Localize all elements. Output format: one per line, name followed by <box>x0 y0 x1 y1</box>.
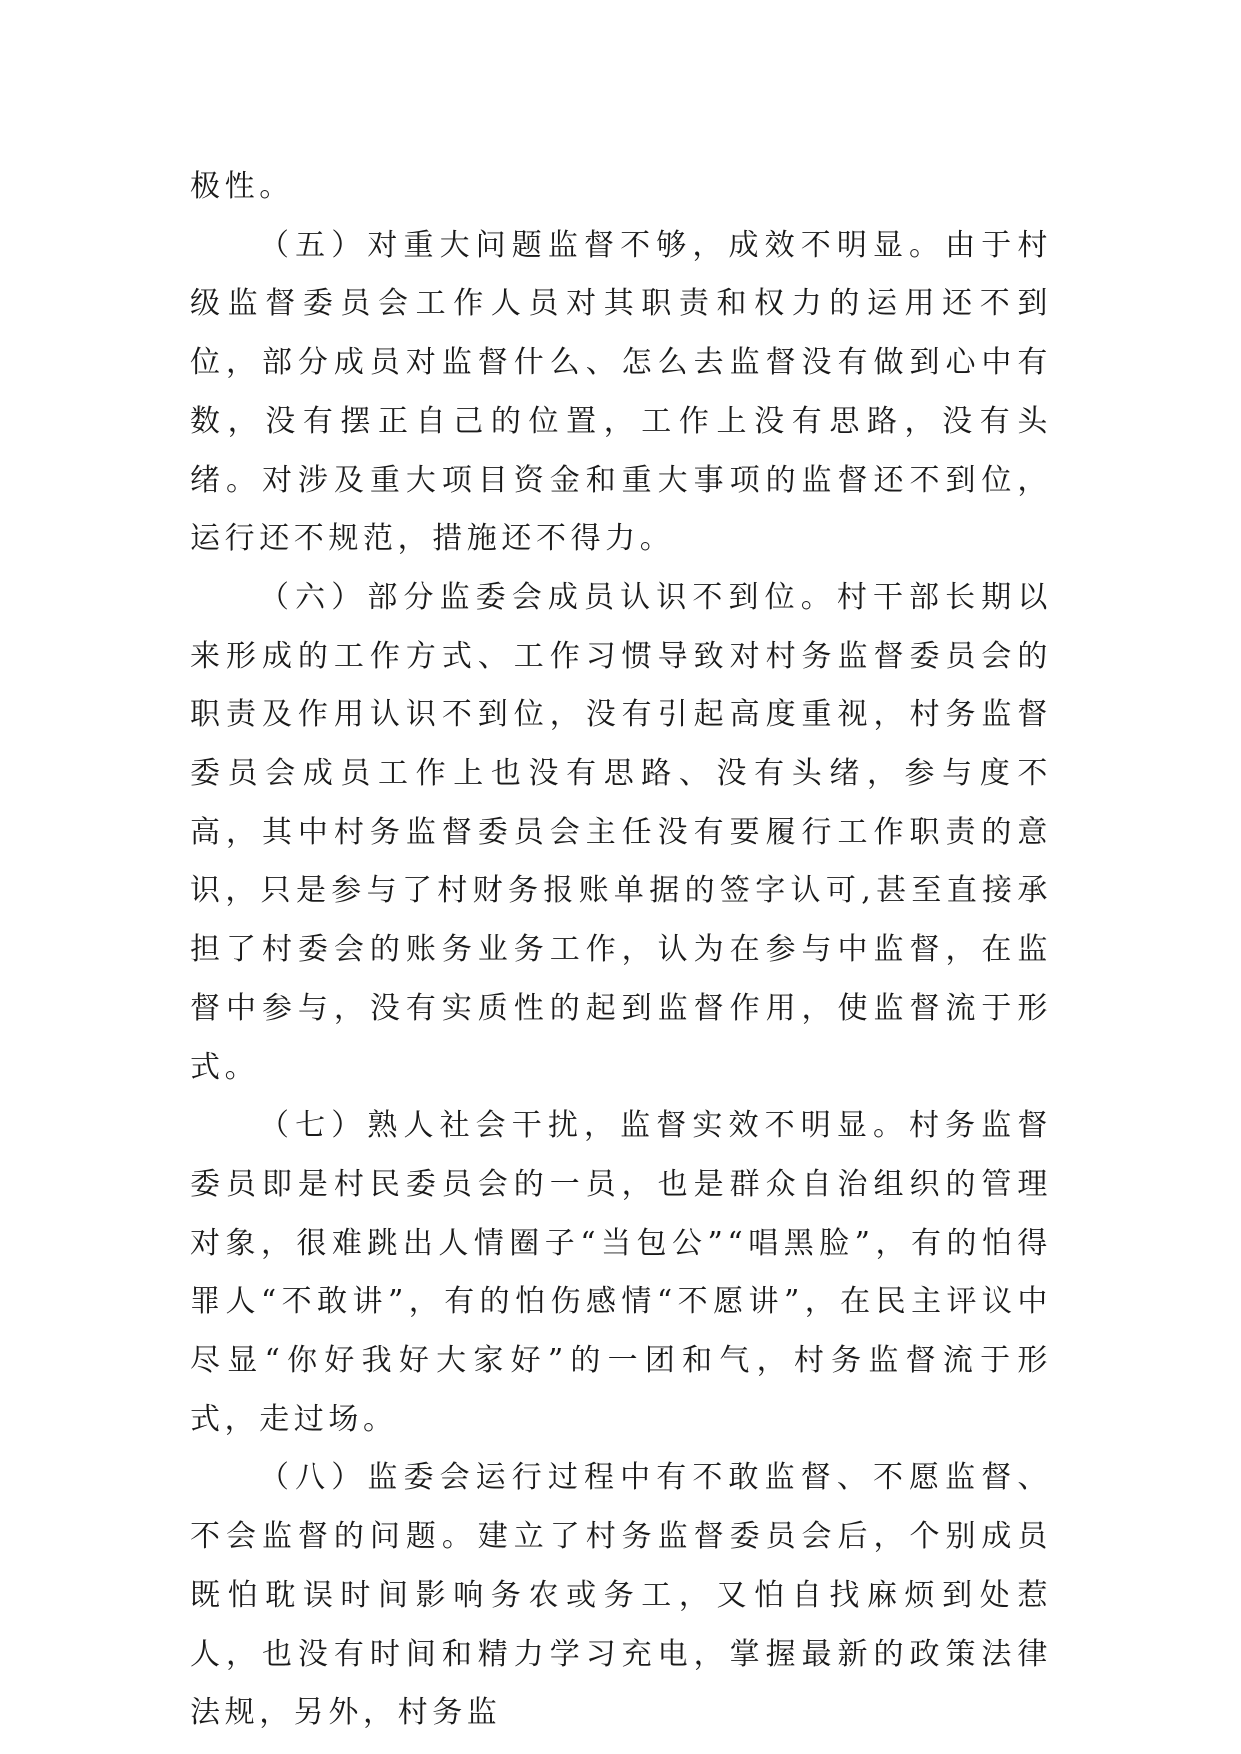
paragraph-section-8: （八）监委会运行过程中有不敢监督、不愿监督、不会监督的问题。建立了村务监督委员会后，个别成员既怕耽误时间影响务农或务工，又怕自找麻烦到处惹人，也没有时间和精力学习充电，掌握最新的政策法律法规，另外，村务监 <box>190 1460 1052 1731</box>
paragraph-section-5: （五）对重大问题监督不够，成效不明显。由于村级监督委员会工作人员对其职责和权力的运用还不到位，部分成员对监督什么、怎么去监督没有做到心中有数，没有摆正自己的位置，工作上没有思路，没有头绪。对涉及重大项目资金和重大事项的监督还不到位，运行还不规范，措施还不得力。 <box>190 227 1052 557</box>
paragraph-section-6: （六）部分监委会成员认识不到位。村干部长期以来形成的工作方式、工作习惯导致对村务监督委员会的职责及作用认识不到位，没有引起高度重视，村务监督委员会成员工作上也没有思路、没有头绪，参与度不高，其中村务监督委员会主任没有要履行工作职责的意识，只是参与了村财务报账单据的签字认可,甚至直接承担了村委会的账务业务工作，认为在参与中监督，在监督中参与，没有实质性的起到监督作用，使监督流于形式。 <box>190 579 1052 1085</box>
paragraph-continuation: 极性。 <box>190 169 294 204</box>
document-body <box>190 158 1052 1743</box>
paragraph-section-7: （七）熟人社会干扰，监督实效不明显。村务监督委员即是村民委员会的一员，也是群众自治组织的管理对象，很难跳出人情圈子“当包公”“唱黑脸”，有的怕得罪人“不敢讲”，有的怕伤感情“不愿讲”，在民主评议中尽显“你好我好大家好”的一团和气，村务监督流于形式，走过场。 <box>190 1108 1052 1437</box>
